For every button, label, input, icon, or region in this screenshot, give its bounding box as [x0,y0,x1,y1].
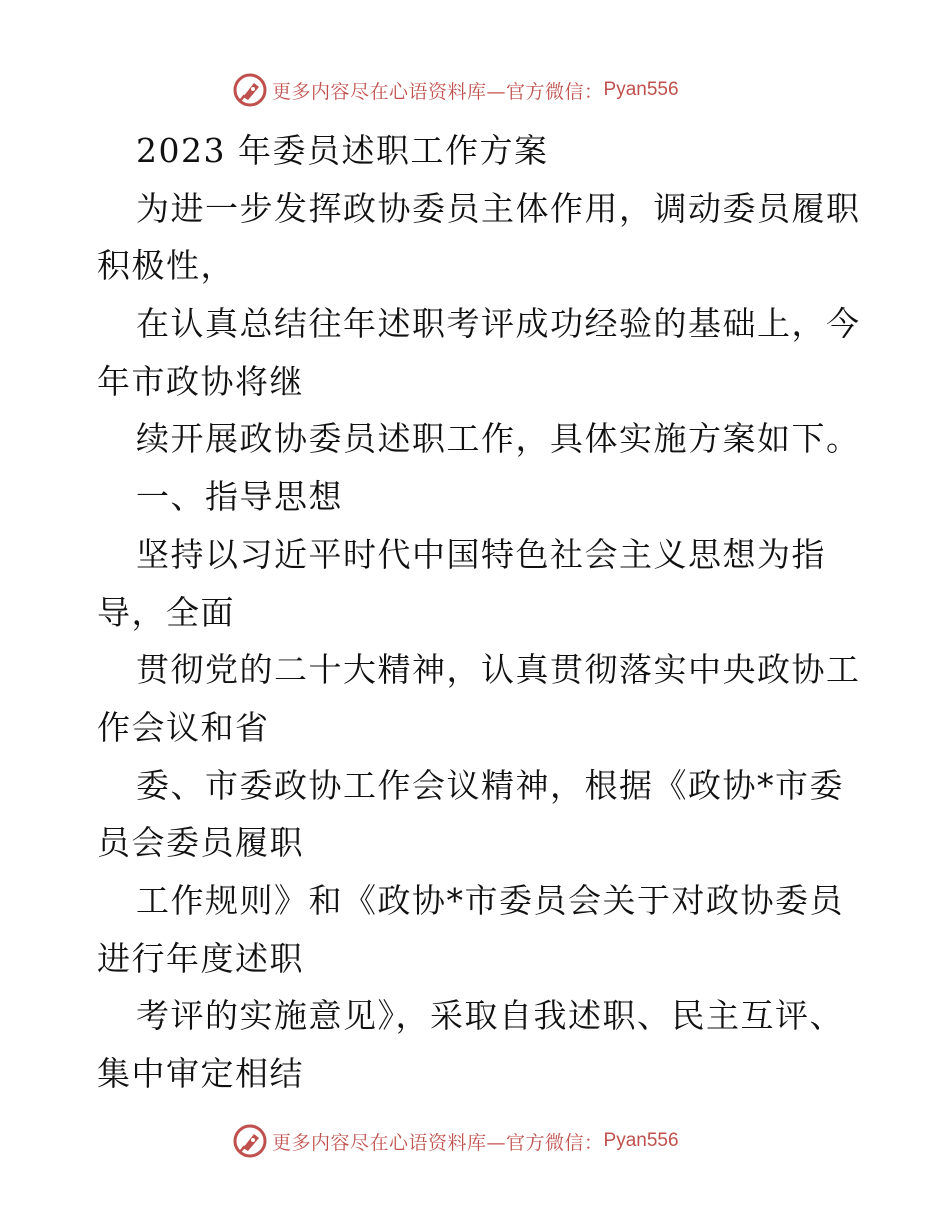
paragraph-line: 集中审定相结 [97,1054,304,1093]
paragraph-line: 贯彻党的二十大精神，认真贯彻落实中央政协工 [136,650,861,690]
paragraph-line: 积极性， [97,246,235,286]
paragraph-line: 考评的实施意见》，采取自我述职、民主互评、 [136,996,844,1036]
pen-nib-logo-icon [232,1123,268,1159]
document-body [97,122,877,1103]
paragraph-line: 为进一步发挥政协委员主体作用，调动委员履职 [136,188,861,228]
watermark-banner-bottom [232,1121,679,1161]
paragraph-line: 在认真总结往年述职考评成功经验的基础上，今 [136,304,861,344]
paragraph-line: 年市政协将继 [97,361,304,401]
paragraph-line: 坚持以习近平时代中国特色社会主义思想为指 [136,534,826,574]
paragraph-line: 委、市委政协工作会议精神，根据《政协*市委 [136,765,844,805]
paragraph-line: 作会议和省 [97,707,270,747]
paragraph-line: 续开展政协委员述职工作，具体实施方案如下。 [136,419,861,459]
watermark-banner-top [232,70,679,110]
watermark-text: 更多内容尽在心语资料库—官方微信： [272,80,604,103]
paragraph-line: 工作规则》和《政协*市委员会关于对政协委员 [136,880,844,920]
paragraph-line: 导，全面 [97,592,235,632]
paragraph-line: 进行年度述职 [97,938,304,978]
section-heading: 一、指导思想 [136,477,343,517]
document-title: 2023 年委员述职工作方案 [136,131,549,170]
watermark-text: 更多内容尽在心语资料库—官方微信： [272,1131,604,1154]
paragraph-line: 员会委员履职 [97,823,304,863]
watermark-handle: Pyan556 [603,1130,679,1151]
watermark-handle: Pyan556 [603,79,679,100]
pen-nib-logo-icon [232,72,268,108]
